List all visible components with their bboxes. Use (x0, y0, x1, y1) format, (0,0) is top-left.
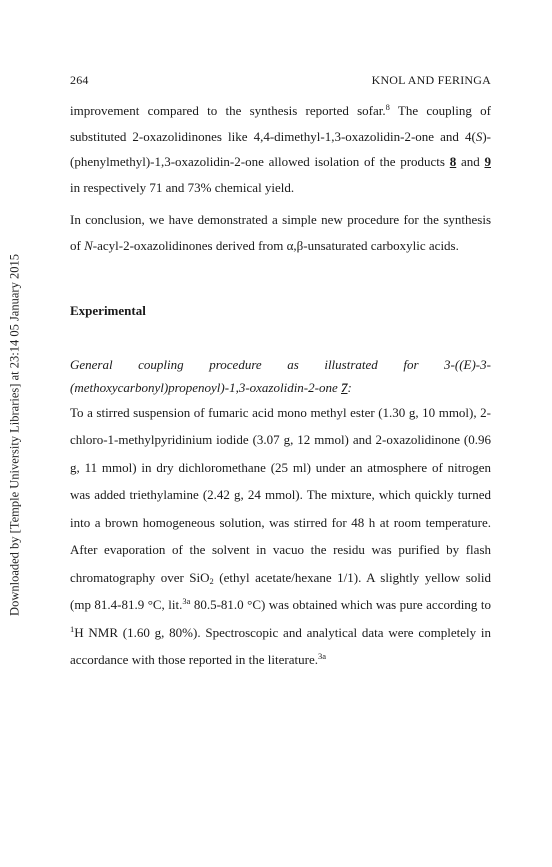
text-run: H NMR (1.60 g, 80%). Spectroscopic and analytical data were completely in accordance with those reported in the literature. (70, 624, 491, 667)
compound-7: 7 (341, 379, 348, 395)
procedure-word: illustrated (324, 356, 378, 372)
subscript-2: 2 (209, 575, 214, 586)
text-run: in respectively 71 and 73% chemical yield. (70, 179, 295, 195)
superscript-1: 1 (70, 623, 75, 634)
paragraph-results (70, 98, 491, 200)
page-body (70, 98, 491, 674)
text-run: To a stirred suspension of fumaric acid mono methyl ester (1.30 g, 10 mmol), 2-chloro-1-methylpyridinium iodide (3.07 g, 12 mmol) and 2-oxazolidinone (0.96 g, 11 mmol) in dry dichloromethane (25 ml) under an atmosphere of nitrogen was added triethylamine (2.42 g, 24 mmol). The mixture, which quickly turned into a brown homogeneous solution, was stirred for 48 h at room temperature. After evaporation of the solvent in vacuo the residu was purified by flash chromatography over SiO (70, 404, 491, 585)
text-run: The coupling of substituted 2-oxazolidinones like 4,4-dimethyl-1,3-oxazolidin-2-one and 4( (70, 103, 491, 144)
text-run: In conclusion, we have demonstrated a simple new procedure for the synthesis of (70, 212, 491, 253)
procedure-word: 3-((E)-3- (444, 356, 491, 372)
page-header (70, 73, 491, 88)
nitrogen-prefix: N (84, 237, 93, 253)
text-run: )-(phenylmethyl)-1,3-oxazolidin-2-one allowed isolation of the products (70, 128, 491, 169)
procedure-word: General (70, 356, 113, 372)
procedure-compound-name: (methoxycarbonyl)propenoyl)-1,3-oxazolidin-2-one (70, 379, 341, 395)
procedure-title-line (70, 376, 491, 399)
procedure-colon: : (347, 379, 352, 395)
reference-8: 8 (385, 102, 390, 112)
download-stamp-text: Downloaded by [Temple University Libraries] at 23:14 05 January 2015 (7, 254, 22, 616)
procedure-word: coupling (138, 356, 184, 372)
paragraph-conclusion (70, 207, 491, 258)
compound-8: 8 (449, 154, 457, 169)
page-number: 264 (70, 73, 89, 87)
text-run: improvement compared to the synthesis reported sofar. (70, 103, 386, 118)
procedure-title (70, 353, 491, 399)
text-run: (ethyl acetate/hexane 1/1). A slightly yellow solid (mp 81.4-81.9 °C, lit. (70, 569, 491, 612)
running-title: KNOL AND FERINGA (371, 73, 491, 87)
text-run: and (456, 154, 485, 169)
text-run: 80.5-81.0 °C) was obtained which was pure according to (190, 597, 491, 612)
reference-3a: 3a (317, 651, 327, 661)
section-heading-experimental: Experimental (70, 303, 146, 318)
paragraph-procedure (70, 399, 491, 674)
download-stamp (6, 230, 24, 640)
reference-3a: 3a (182, 596, 191, 606)
stereo-descriptor: S (475, 128, 483, 144)
procedure-word: as (287, 356, 299, 372)
procedure-title-line (70, 353, 491, 376)
procedure-word: procedure (209, 356, 262, 372)
text-run: -acyl-2-oxazolidinones derived from α,β-unsaturated carboxylic acids. (92, 237, 459, 253)
procedure-word: for (403, 356, 419, 372)
compound-9: 9 (484, 154, 491, 169)
